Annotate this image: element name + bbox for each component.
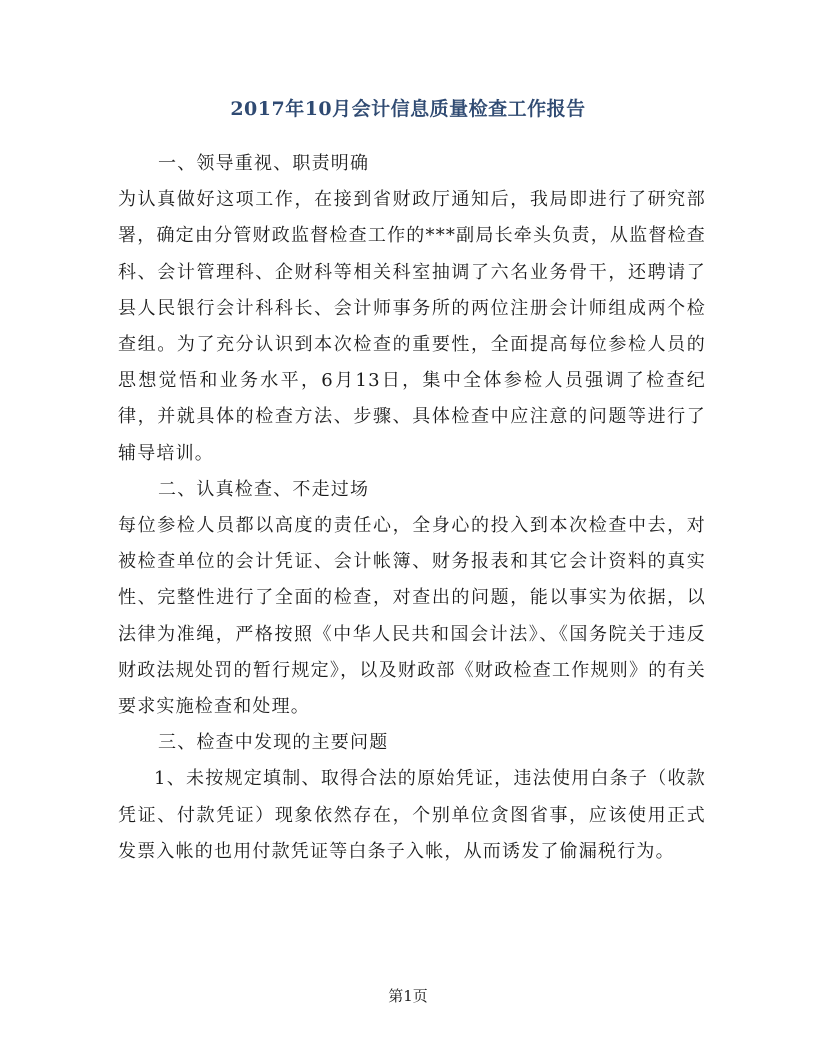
page-number: 第1页 (388, 987, 428, 1005)
paragraph-3: 1、未按规定填制、取得合法的原始凭证，违法使用白条子（收款凭证、付款凭证）现象依然存在，个别单位贪图省事，应该使用正式发票入帐的也用付款凭证等白条子入帐，从而诱发了偷漏税行为。 (118, 768, 706, 862)
paragraph-1: 为认真做好这项工作，在接到省财政厅通知后，我局即进行了研究部署，确定由分管财政监督检查工作的***副局长牵头负责，从监督检查科、会计管理科、企财科等相关科室抽调了六名业务骨干，还聘请了县人民银行会计科科长、会计师事务所的两位注册会计师组成两个检查组。为了充分认识到本次检查的重要性，全面提高每位参检人员的思想觉悟和业务水平，6月13日，集中全体参检人员强调了检查纪律，并就具体的检查方法、步骤、具体检查中应注意的问题等进行了辅导培训。 (118, 189, 706, 464)
document-body (118, 146, 706, 870)
document-title: 2017年10月会计信息质量检查工作报告 (230, 98, 586, 120)
section-heading-2: 二、认真检查、不走过场 (158, 478, 370, 500)
section-heading-3: 三、检查中发现的主要问题 (158, 732, 389, 754)
paragraph-2: 每位参检人员都以高度的责任心，全身心的投入到本次检查中去，对被检查单位的会计凭证、会计帐簿、财务报表和其它会计资料的真实性、完整性进行了全面的检查，对查出的问题，能以事实为依据，以法律为准绳，严格按照《中华人民共和国会计法》、《国务院关于违反财政法规处罚的暂行规定》，以及财政部《财政检查工作规则》的有关要求实施检查和处理。 (118, 515, 706, 718)
section-heading-1: 一、领导重视、职责明确 (158, 153, 370, 174)
